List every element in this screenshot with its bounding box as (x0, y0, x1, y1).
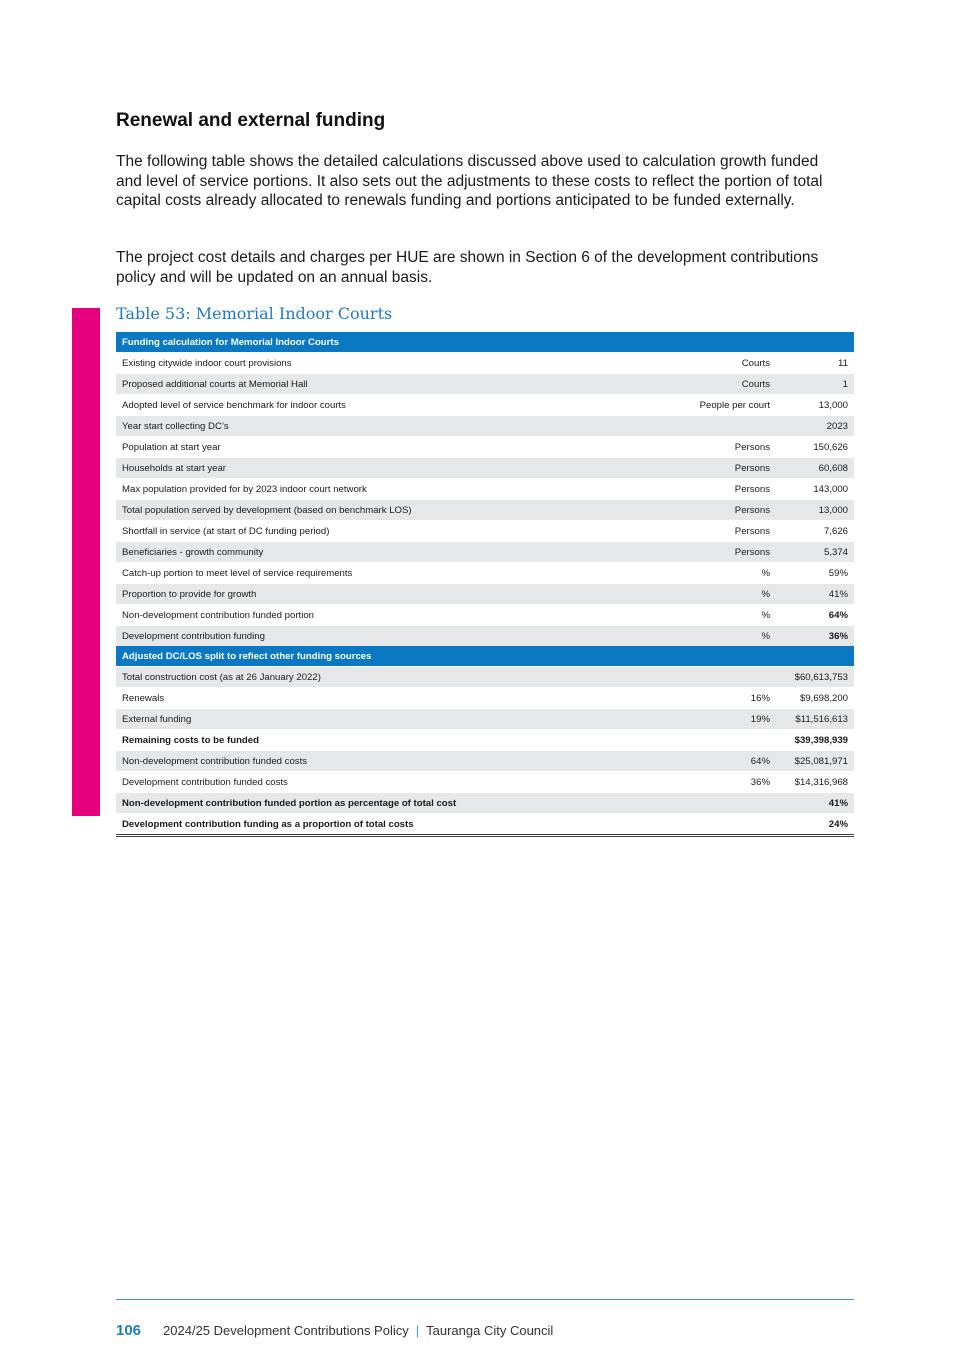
row-value: $25,081,971 (776, 751, 854, 772)
footer-document-title: 2024/25 Development Contributions Policy (163, 1323, 409, 1338)
row-unit: % (636, 626, 776, 647)
row-value: 64% (776, 605, 854, 626)
row-unit: Courts (636, 374, 776, 395)
row-unit: % (636, 584, 776, 605)
row-label: Development contribution funding (116, 626, 636, 647)
row-label: Renewals (116, 688, 636, 709)
row-unit: Courts (636, 353, 776, 374)
row-label: Non-development contribution funded portion (116, 605, 636, 626)
table-row (116, 605, 854, 626)
row-label: Development contribution funding as a proportion of total costs (116, 814, 636, 836)
row-label: Total construction cost (as at 26 January 2022) (116, 667, 636, 688)
row-unit (636, 730, 776, 751)
row-unit (636, 793, 776, 814)
table-row (116, 542, 854, 563)
cost-details-paragraph: The project cost details and charges per HUE are shown in Section 6 of the development contributions policy and will be updated on an annual basis. (116, 249, 819, 286)
row-unit: Persons (636, 479, 776, 500)
row-value: 5,374 (776, 542, 854, 563)
table-row (116, 626, 854, 647)
table-row (116, 793, 854, 814)
row-value: 1 (776, 374, 854, 395)
row-label: External funding (116, 709, 636, 730)
row-value: 60,608 (776, 458, 854, 479)
row-label: Shortfall in service (at start of DC funding period) (116, 521, 636, 542)
footer-separator: | (415, 1323, 420, 1338)
row-unit (636, 667, 776, 688)
row-unit: % (636, 605, 776, 626)
row-label: Proposed additional courts at Memorial Hall (116, 374, 636, 395)
row-unit: 16% (636, 688, 776, 709)
table-row (116, 437, 854, 458)
row-value: 41% (776, 584, 854, 605)
row-unit: 19% (636, 709, 776, 730)
row-label: Development contribution funded costs (116, 772, 636, 793)
table-section-header (116, 332, 854, 353)
table-row (116, 353, 854, 374)
row-unit: 64% (636, 751, 776, 772)
row-value: 13,000 (776, 395, 854, 416)
row-unit: Persons (636, 542, 776, 563)
section-heading: Renewal and external funding (116, 110, 386, 131)
table-row (116, 416, 854, 437)
page-footer (116, 1322, 553, 1339)
row-unit: % (636, 563, 776, 584)
row-value: 11 (776, 353, 854, 374)
table-section-header (116, 646, 854, 667)
row-label: Population at start year (116, 437, 636, 458)
table-row (116, 500, 854, 521)
row-value: $60,613,753 (776, 667, 854, 688)
row-label: Max population provided for by 2023 indoor court network (116, 479, 636, 500)
footer-organisation: Tauranga City Council (426, 1323, 554, 1338)
table-row (116, 667, 854, 688)
table-row (116, 772, 854, 793)
table-row (116, 709, 854, 730)
row-value: 2023 (776, 416, 854, 437)
table-row (116, 521, 854, 542)
section-header-label: Funding calculation for Memorial Indoor Courts (116, 332, 854, 353)
table-row (116, 584, 854, 605)
row-unit (636, 416, 776, 437)
row-value: 24% (776, 814, 854, 836)
table-row (116, 688, 854, 709)
row-label: Households at start year (116, 458, 636, 479)
row-value: 13,000 (776, 500, 854, 521)
row-label: Remaining costs to be funded (116, 730, 636, 751)
row-label: Catch-up portion to meet level of service requirements (116, 563, 636, 584)
table-row (116, 814, 854, 836)
row-value: $14,316,968 (776, 772, 854, 793)
row-unit: People per court (636, 395, 776, 416)
table-row (116, 479, 854, 500)
table-row (116, 730, 854, 751)
row-label: Non-development contribution funded portion as percentage of total cost (116, 793, 636, 814)
row-unit: Persons (636, 437, 776, 458)
intro-paragraph: The following table shows the detailed calculations discussed above used to calculation growth funded and level of service portions. It also sets out the adjustments to these costs to reflect the portion of total capital costs already allocated to renewals funding and portions anticipated to be funded externally. (116, 153, 823, 209)
row-label: Existing citywide indoor court provisions (116, 353, 636, 374)
page-number: 106 (116, 1322, 142, 1339)
table-row (116, 563, 854, 584)
row-label: Non-development contribution funded costs (116, 751, 636, 772)
table-row (116, 458, 854, 479)
section-header-label: Adjusted DC/LOS split to reflect other funding sources (116, 646, 854, 667)
table-row (116, 751, 854, 772)
row-value: $9,698,200 (776, 688, 854, 709)
row-value: 59% (776, 563, 854, 584)
row-value: 150,626 (776, 437, 854, 458)
row-label: Beneficiaries - growth community (116, 542, 636, 563)
row-unit (636, 814, 776, 836)
row-label: Year start collecting DC’s (116, 416, 636, 437)
row-unit: Persons (636, 500, 776, 521)
row-value: 7,626 (776, 521, 854, 542)
table-caption: Table 53: Memorial Indoor Courts (116, 304, 393, 323)
row-unit: Persons (636, 521, 776, 542)
row-unit: Persons (636, 458, 776, 479)
pink-accent-bar (72, 308, 100, 816)
table-row (116, 374, 854, 395)
funding-table (116, 332, 854, 837)
row-unit: 36% (636, 772, 776, 793)
row-value: 143,000 (776, 479, 854, 500)
row-value: 36% (776, 626, 854, 647)
row-label: Adopted level of service benchmark for indoor courts (116, 395, 636, 416)
row-value: $11,516,613 (776, 709, 854, 730)
row-label: Total population served by development (based on benchmark LOS) (116, 500, 636, 521)
row-label: Proportion to provide for growth (116, 584, 636, 605)
footer-rule (116, 1299, 854, 1300)
row-value: $39,398,939 (776, 730, 854, 751)
table-row (116, 395, 854, 416)
row-value: 41% (776, 793, 854, 814)
